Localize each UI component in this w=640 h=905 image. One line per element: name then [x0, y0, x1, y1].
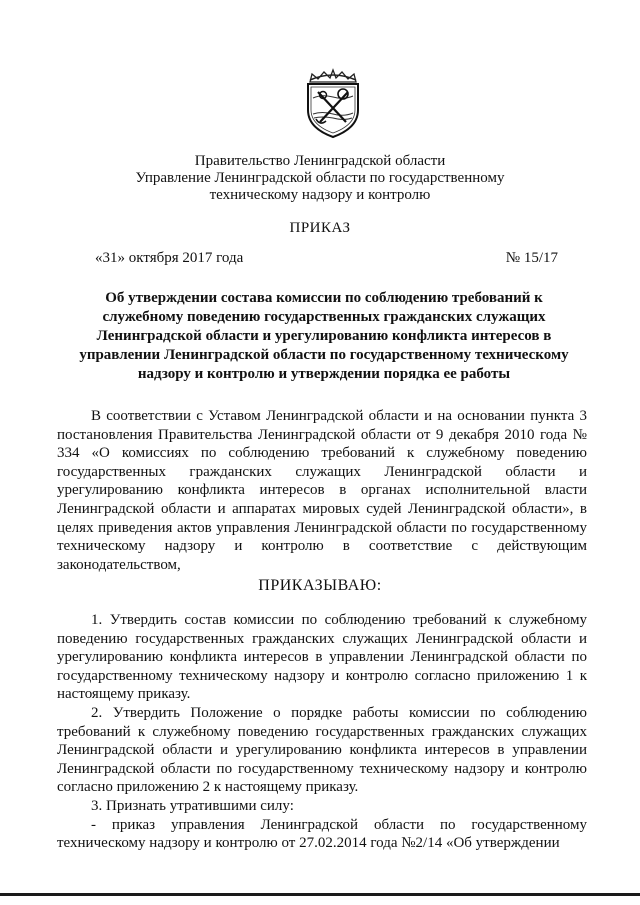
order-item-1: 1. Утвердить состав комиссии по соблюдению требований к служебному поведению государственных гражданских служащих Ленинградской области и урегулированию конфликта интересов в управлении Ленинградской области по государственному техническому надзору и контролю согласно приложению 1 к настоящему приказу.	[57, 612, 587, 703]
preamble-paragraph: В соответствии с Уставом Ленинградской области и на основании пункта 3 постановления Правительства Ленинградской области от 9 декабря 2010 года № 334 «О комиссиях по соблюдению требований к служебному поведению государственных гражданских служащих Ленинградской области и урегулированию конфликта интересов в органах исполнительной власти Ленинградской области и аппаратах мировых судей Ленинградской области», в целях приведения актов управления Ленинградской области по государственному техническому надзору и контролю в соответствие с действующим законодательством,	[57, 408, 587, 573]
org-line-government: Правительство Ленинградской области	[194, 153, 446, 169]
org-line-department: Управление Ленинградской области по государственному	[135, 170, 505, 186]
order-word: ПРИКАЗЫВАЮ:	[258, 577, 382, 594]
order-item-3: 3. Признать утратившими силу:	[91, 797, 294, 814]
document-number: № 15/17	[505, 250, 558, 266]
scan-edge-line	[0, 893, 640, 896]
order-item-3-sub: - приказ управления Ленинградской области по государственному техническому надзору и контролю от 27.02.2014 года №2/14 «Об утверждении	[57, 816, 587, 852]
order-item-2: 2. Утвердить Положение о порядке работы комиссии по соблюдению требований к служебному поведению государственных гражданских служащих Ленинградской области и урегулированию конфликта интересов в управлении Ленинградской области по государственному техническому надзору и контролю согласно приложению 2 к настоящему приказу.	[57, 704, 587, 796]
org-line-department-cont: техническому надзору и контролю	[209, 187, 431, 203]
document-date: «31» октября 2017 года	[95, 250, 244, 266]
document-subject: Об утверждении состава комиссии по соблюдению требований к служебному поведению государственных гражданских служащих Ленинградской области и урегулированию конфликта интересов в управлении Ленинградской области по государственному техническому надзору и контролю и утверждении порядка ее работы	[79, 290, 569, 382]
preamble-text	[57, 407, 587, 574]
document-title: ПРИКАЗ	[289, 220, 351, 236]
order-items	[57, 611, 587, 853]
coat-of-arms-emblem	[302, 66, 364, 140]
